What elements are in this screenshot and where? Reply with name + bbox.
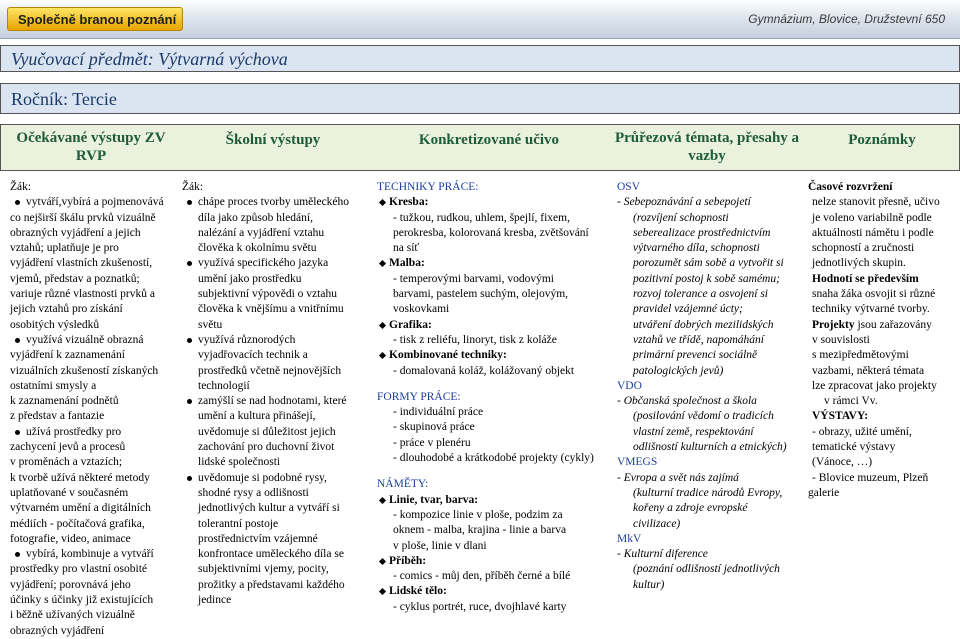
topic-line: - Kulturní diference (617, 548, 708, 561)
notes-heading: Hodnotí se především (812, 272, 919, 285)
outcome-line: k zaznamenání podnětů (10, 395, 119, 408)
header-notes: Poznámky (848, 132, 916, 148)
topic-line: kořeny a zdroje evropské (633, 502, 748, 515)
school-outcome-line: nalézání a vyjádření vztahu (198, 226, 325, 239)
outcome-line: prostředky pro vlastní osobité (10, 563, 148, 576)
school-outcome-line: tolerantní postoje (198, 517, 279, 530)
school-outcome-line: prostřednictvím vzájemné (198, 532, 318, 545)
notes-line: v souvislosti (812, 333, 870, 346)
notes-line: v rámci Vv. (824, 395, 878, 408)
outcome-line: účinky s účinky již existujících (10, 594, 154, 607)
notes-line: je voleno variabilně podle (812, 211, 932, 224)
cross-topics-column (617, 180, 803, 593)
topic-line: (rozvíjení schopnosti (633, 211, 729, 224)
school-outcome-line: subjektivními vjemy, pocity, (198, 563, 329, 576)
technique-heading: Malba: (377, 256, 607, 271)
theme-heading: Příběh: (377, 554, 607, 569)
school-outcome-line: technologií (198, 379, 250, 392)
curriculum-line: voskovkami (393, 303, 450, 316)
school-outcome-line: zamýšlí se nad hodnotami, které (182, 394, 367, 409)
topic-code: VDO (617, 379, 642, 392)
notes-heading: VÝSTAVY: (812, 410, 869, 423)
school-outcome-line: vyjadřovacích technik a (198, 349, 308, 362)
topic-line: vlastní země, respektování (633, 425, 754, 438)
outcome-line: vztahů; uplatňuje je pro (10, 242, 119, 255)
section-heading: TECHNIKY PRÁCE: (377, 181, 479, 193)
topic-line: (posilování vědomí o tradicích (633, 410, 774, 423)
school-outcome-line: prostředků včetně nejnovějších (198, 364, 342, 377)
curriculum-line: - domalovaná koláž, kolážovaný objekt (393, 364, 575, 377)
curriculum-line: barvami, pastelem suchým, olejovým, (393, 288, 569, 301)
notes-line: aktuálnosti námětu i podle (812, 226, 934, 239)
topic-code: OSV (617, 181, 641, 193)
curriculum-line: - individuální práce (393, 406, 484, 419)
outcome-line: výtvarném umění a digitálních (10, 502, 151, 515)
school-outcome-line: uvědomuje si důležitost jejich (198, 425, 336, 438)
school-outcome-line: jednotlivých kultur a vytváří si (198, 502, 340, 515)
section-heading: NÁMĚTY: (377, 478, 429, 491)
outcome-line: obrazných vyjádření a jejich (10, 226, 141, 239)
outcome-line: vytváří,vybírá a pojmenovává (10, 195, 178, 210)
logo-text: Společně branou poznání (18, 11, 177, 27)
outcome-line: ostatními smysly a (10, 379, 97, 392)
project-logo (7, 7, 183, 31)
topic-code: VMEGS (617, 456, 658, 469)
notes-line: vazbami, některá témata (812, 364, 925, 377)
theme-heading: Linie, tvar, barva: (377, 493, 607, 508)
topic-line: civilizace) (633, 517, 681, 530)
outcome-line: zachycení jevů a procesů (10, 441, 126, 454)
header-school-outcomes: Školní výstupy (225, 132, 321, 148)
top-banner (0, 0, 960, 39)
section-heading: FORMY PRÁCE: (377, 390, 461, 403)
school-outcome-line: prožitky a představami každého (198, 578, 345, 591)
outcome-line: osobitých výsledků (10, 318, 100, 331)
school-outcome-line: jedince (198, 594, 232, 607)
topic-line: pozitivní postoj k sobě samému; (633, 272, 780, 285)
notes-line: snaha žáka osvojit si různé (812, 288, 936, 301)
outcome-line: fotografie, video, animace (10, 532, 131, 545)
school-outcome-line: díla jako způsob hledání, (198, 211, 313, 224)
topic-line: - Občanská společnost a škola (617, 395, 757, 408)
topic-code: MkV (617, 532, 642, 545)
projects-label: Projekty (812, 318, 855, 331)
notes-line (808, 318, 958, 333)
school-outcome-line: využívá specifického jazyka (182, 256, 367, 271)
outcome-line: využívá vizuálně obrazná (10, 333, 178, 348)
subject-title: Vyučovací předmět: Výtvarná výchova (11, 49, 288, 69)
notes-line: lze zpracovat jako projekty (812, 379, 937, 392)
notes-heading: Časové rozvržení (808, 181, 893, 193)
projects-text: jsou zařazovány (857, 318, 932, 331)
outcome-line: v proměnách a vztazích; (10, 456, 123, 469)
curriculum-line: - práce v plenéru (393, 436, 471, 449)
subject-box (0, 45, 960, 72)
outcome-line: vjemů, představ a poznatků; (10, 272, 140, 285)
notes-line: jednotlivých skupin. (812, 257, 906, 270)
technique-heading: Kombinované techniky: (377, 348, 607, 363)
school-outcomes-column (182, 180, 367, 608)
school-outcome-line: zachování pro duchovní život (198, 441, 335, 454)
school-outcome-line: člověka k okolnímu světu (198, 242, 317, 255)
outcome-line: obrazných vyjádření (10, 624, 105, 637)
technique-heading: Kresba: (377, 195, 607, 210)
school-outcome-line: člověka k vnějšímu a vnitřnímu (198, 303, 344, 316)
notes-line: - obrazy, užité umění, (812, 425, 912, 438)
outcome-line: z představ a fantazie (10, 410, 105, 423)
topic-line: rozvoj tolerance a osvojení si (633, 288, 768, 301)
notes-line: (Vánoce, …) (812, 456, 873, 469)
curriculum-line: oknem - malba, krajina - linie a barva (393, 524, 567, 537)
school-outcome-line: světu (198, 318, 223, 331)
school-outcome-line: lidské společnosti (198, 456, 281, 469)
school-outcome-line: využívá různorodých (182, 333, 367, 348)
topic-line: odlišností kulturních a etnických) (633, 441, 787, 454)
curriculum-line: perokresba, kolorovaná kresba, zvětšování (393, 226, 589, 239)
school-outcome-line: shodné rysy a odlišnosti (198, 486, 309, 499)
topic-line: (kulturní tradice národů Evropy, (633, 486, 783, 499)
curriculum-column (377, 180, 607, 615)
curriculum-line: - tužkou, rudkou, uhlem, špejlí, fixem, (393, 211, 570, 224)
curriculum-line: na síť (393, 242, 420, 255)
topic-line: (poznání odlišností jednotlivých (633, 563, 780, 576)
notes-line: - Blovice muzeum, Plzeň (812, 471, 929, 484)
school-name: Gymnázium, Blovice, Družstevní 650 (748, 12, 945, 26)
theme-heading: Lidské tělo: (377, 584, 607, 599)
topic-line: porozumět sám sobě a vytvořit si (633, 257, 784, 270)
outcome-line: užívá prostředky pro (10, 425, 178, 440)
curriculum-line: v ploše, linie v dlani (393, 539, 487, 552)
technique-heading: Grafika: (377, 318, 607, 333)
grade-title: Ročník: Tercie (11, 89, 117, 109)
topic-line: výtvarného díla, schopnosti (633, 242, 760, 255)
outcome-line: vybírá, kombinuje a vytváří (10, 547, 178, 562)
school-outcome-line: subjektivní výpovědi o vztahu (198, 288, 337, 301)
curriculum-line: - dlouhodobé a krátkodobé projekty (cykly) (393, 452, 594, 465)
curriculum-line: - temperovými barvami, vodovými (393, 272, 554, 285)
expected-outcomes-column (10, 180, 178, 639)
topic-line: seberealizace prostřednictvím (633, 226, 771, 239)
outcome-line: i běžně užívaných vizuálně (10, 609, 135, 622)
pupil-label: Žák: (10, 181, 32, 193)
school-outcome-line: chápe proces tvorby uměleckého (182, 195, 367, 210)
header-cross-topics: Průřezová témata, přesahy a vazby (614, 130, 800, 164)
topic-line: kultur) (633, 578, 665, 591)
curriculum-line: - tisk z reliéfu, linoryt, tisk z koláže (393, 333, 557, 346)
school-outcome-line: konfrontace uměleckého díla se (198, 548, 344, 561)
outcome-line: uplatňované v současném (10, 486, 129, 499)
school-outcome-line: uvědomuje si podobné rysy, (182, 471, 367, 486)
school-outcome-line: umění a kultura přinášejí, (198, 410, 316, 423)
curriculum-line: - comics - můj den, příběh černé a bílé (393, 570, 571, 583)
outcome-line: vyjádření; porovnává jeho (10, 578, 131, 591)
notes-line: s mezipředmětovými (812, 349, 909, 362)
notes-column (808, 180, 958, 501)
outcome-line: k tvorbě užívá některé metody (10, 471, 150, 484)
topic-line: utváření dobrých mezilidských (633, 318, 774, 331)
topic-line: patologických jevů) (633, 364, 724, 377)
outcome-line: médiích - počítačová grafika, (10, 517, 145, 530)
outcome-line: vizuálních zkušeností získaných (10, 364, 159, 377)
topic-line: pravidel vzájemné úcty; (633, 303, 743, 316)
curriculum-line: - skupinová práce (393, 421, 475, 434)
topic-line: - Evropa a svět nás zajímá (617, 471, 739, 484)
table-header (0, 124, 960, 171)
notes-line: techniky výtvarné tvorby. (812, 303, 930, 316)
topic-line: - Sebepoznávání a sebepojetí (617, 196, 751, 209)
header-curriculum: Konkretizované učivo (418, 132, 560, 148)
notes-line: nelze stanovit přesně, učivo (812, 196, 940, 209)
notes-line: tematické výstavy (812, 441, 896, 454)
outcome-line: co nejširší škálu prvků vizuálně (10, 211, 156, 224)
pupil-label: Žák: (182, 181, 204, 193)
topic-line: vztahů ve třídě, napomáhání (633, 333, 764, 346)
school-outcome-line: umění jako prostředku (198, 272, 302, 285)
header-expected-outcomes: Očekávané výstupy ZV RVP (16, 130, 166, 164)
grade-box (0, 83, 960, 114)
notes-line: schopností a zručnosti (812, 242, 915, 255)
notes-line: galerie (808, 486, 840, 499)
outcome-line: vyjádření vlastních zkušeností, (10, 257, 153, 270)
topic-line: primární prevenci sociálně (633, 349, 758, 362)
outcome-line: vyjádření k zaznamenání (10, 349, 125, 362)
outcome-line: variuje různé vlastnosti prvků a (10, 288, 155, 301)
outcome-line: jejich vztahů pro získání (10, 303, 123, 316)
curriculum-line: - cyklus portrét, ruce, dvojhlavé karty (393, 600, 567, 613)
curriculum-line: - kompozice linie v ploše, podzim za (393, 508, 563, 521)
